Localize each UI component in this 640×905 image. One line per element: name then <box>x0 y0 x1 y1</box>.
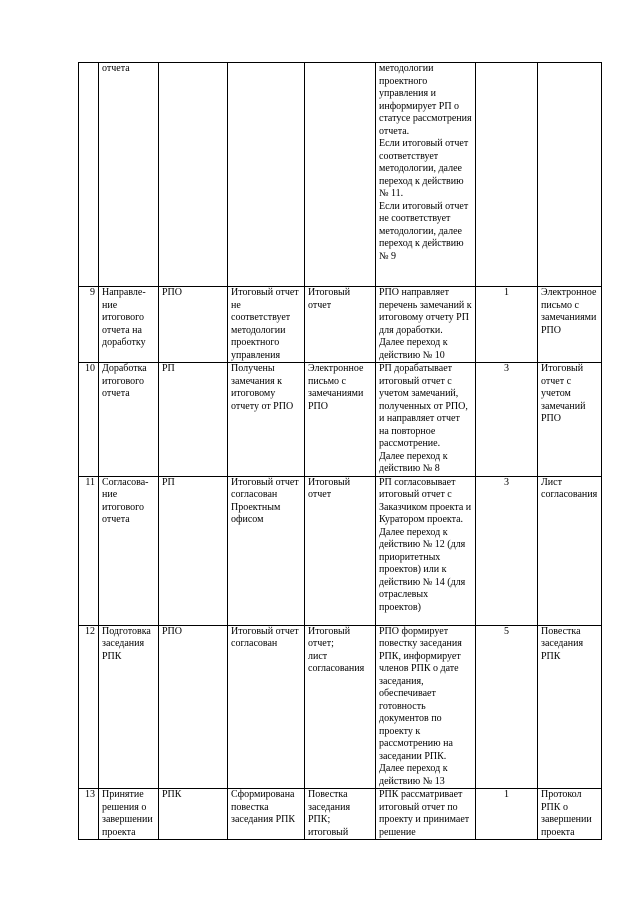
step-name-cell: Принятие решения о завершении проекта <box>99 789 159 840</box>
description-cell: РПК рассматривает итоговый отчет по проекту и принимает решение <box>376 789 476 840</box>
input-document-cell: Итоговый отчет <box>305 476 376 625</box>
table-row <box>79 476 602 625</box>
output-cell: Электронное письмо с замечаниями РПО <box>538 287 602 363</box>
input-document-cell: Итоговый отчет; лист согласования <box>305 625 376 789</box>
step-number-cell: 9 <box>79 287 99 363</box>
step-name-cell: отчета <box>99 63 159 287</box>
duration-cell: 1 <box>476 789 538 840</box>
step-name-cell: Подготовка заседания РПК <box>99 625 159 789</box>
output-cell: Итоговый отчет с учетом замечаний РПО <box>538 363 602 477</box>
duration-cell: 3 <box>476 476 538 625</box>
input-condition-cell <box>228 63 305 287</box>
output-cell: Протокол РПК о завершении проекта <box>538 789 602 840</box>
process-table <box>78 62 602 840</box>
table-row <box>79 625 602 789</box>
table-row <box>79 789 602 840</box>
input-condition-cell: Итоговый отчет согласован Проектным офисом <box>228 476 305 625</box>
input-condition-cell: Сформирована повестка заседания РПК <box>228 789 305 840</box>
duration-cell: 3 <box>476 363 538 477</box>
duration-cell: 5 <box>476 625 538 789</box>
step-number-cell: 12 <box>79 625 99 789</box>
input-document-cell <box>305 63 376 287</box>
step-name-cell: Направле-ние итогового отчета на доработку <box>99 287 159 363</box>
duration-cell: 1 <box>476 287 538 363</box>
description-cell: РПО направляет перечень замечаний к итоговому отчету РП для доработки. Далее переход к действию № 10 <box>376 287 476 363</box>
output-cell <box>538 63 602 287</box>
input-document-cell: Итоговый отчет <box>305 287 376 363</box>
step-name-cell: Согласова-ние итогового отчета <box>99 476 159 625</box>
input-document-cell: Электронное письмо с замечаниями РПО <box>305 363 376 477</box>
step-number-cell: 10 <box>79 363 99 477</box>
executor-cell: РП <box>159 363 228 477</box>
executor-cell: РПО <box>159 625 228 789</box>
table-row <box>79 363 602 477</box>
executor-cell: РПО <box>159 287 228 363</box>
output-cell: Повестка заседания РПК <box>538 625 602 789</box>
input-condition-cell: Итоговый отчет не соответствует методологии проектного управления <box>228 287 305 363</box>
step-number-cell: 11 <box>79 476 99 625</box>
description-cell: РПО формирует повестку заседания РПК, информирует членов РПК о дате заседания, обеспечивает готовность документов по проекту к рассмотрению на заседании РПК. Далее переход к действию № 13 <box>376 625 476 789</box>
input-condition-cell: Итоговый отчет согласован <box>228 625 305 789</box>
executor-cell <box>159 63 228 287</box>
executor-cell: РПК <box>159 789 228 840</box>
table-row <box>79 63 602 287</box>
step-name-cell: Доработка итогового отчета <box>99 363 159 477</box>
output-cell: Лист согласования <box>538 476 602 625</box>
input-condition-cell: Получены замечания к итоговому отчету от РПО <box>228 363 305 477</box>
step-number-cell: 13 <box>79 789 99 840</box>
description-cell: РП согласовывает итоговый отчет с Заказчиком проекта и Куратором проекта. Далее переход к действию № 12 (для приоритетных проектов) или к действию № 14 (для отраслевых проектов) <box>376 476 476 625</box>
input-document-cell: Повестка заседания РПК; итоговый <box>305 789 376 840</box>
table-row <box>79 287 602 363</box>
duration-cell <box>476 63 538 287</box>
executor-cell: РП <box>159 476 228 625</box>
description-cell: РП дорабатывает итоговый отчет с учетом замечаний, полученных от РПО, и направляет отчет на повторное рассмотрение. Далее переход к действию № 8 <box>376 363 476 477</box>
step-number-cell <box>79 63 99 287</box>
description-cell: методологии проектного управления и информирует РП о статусе рассмотрения отчета. Если итоговый отчет соответствует методологии, далее переход к действию № 11. Если итоговый отчет не соответствует методологии, далее переход к действию № 9 <box>376 63 476 287</box>
